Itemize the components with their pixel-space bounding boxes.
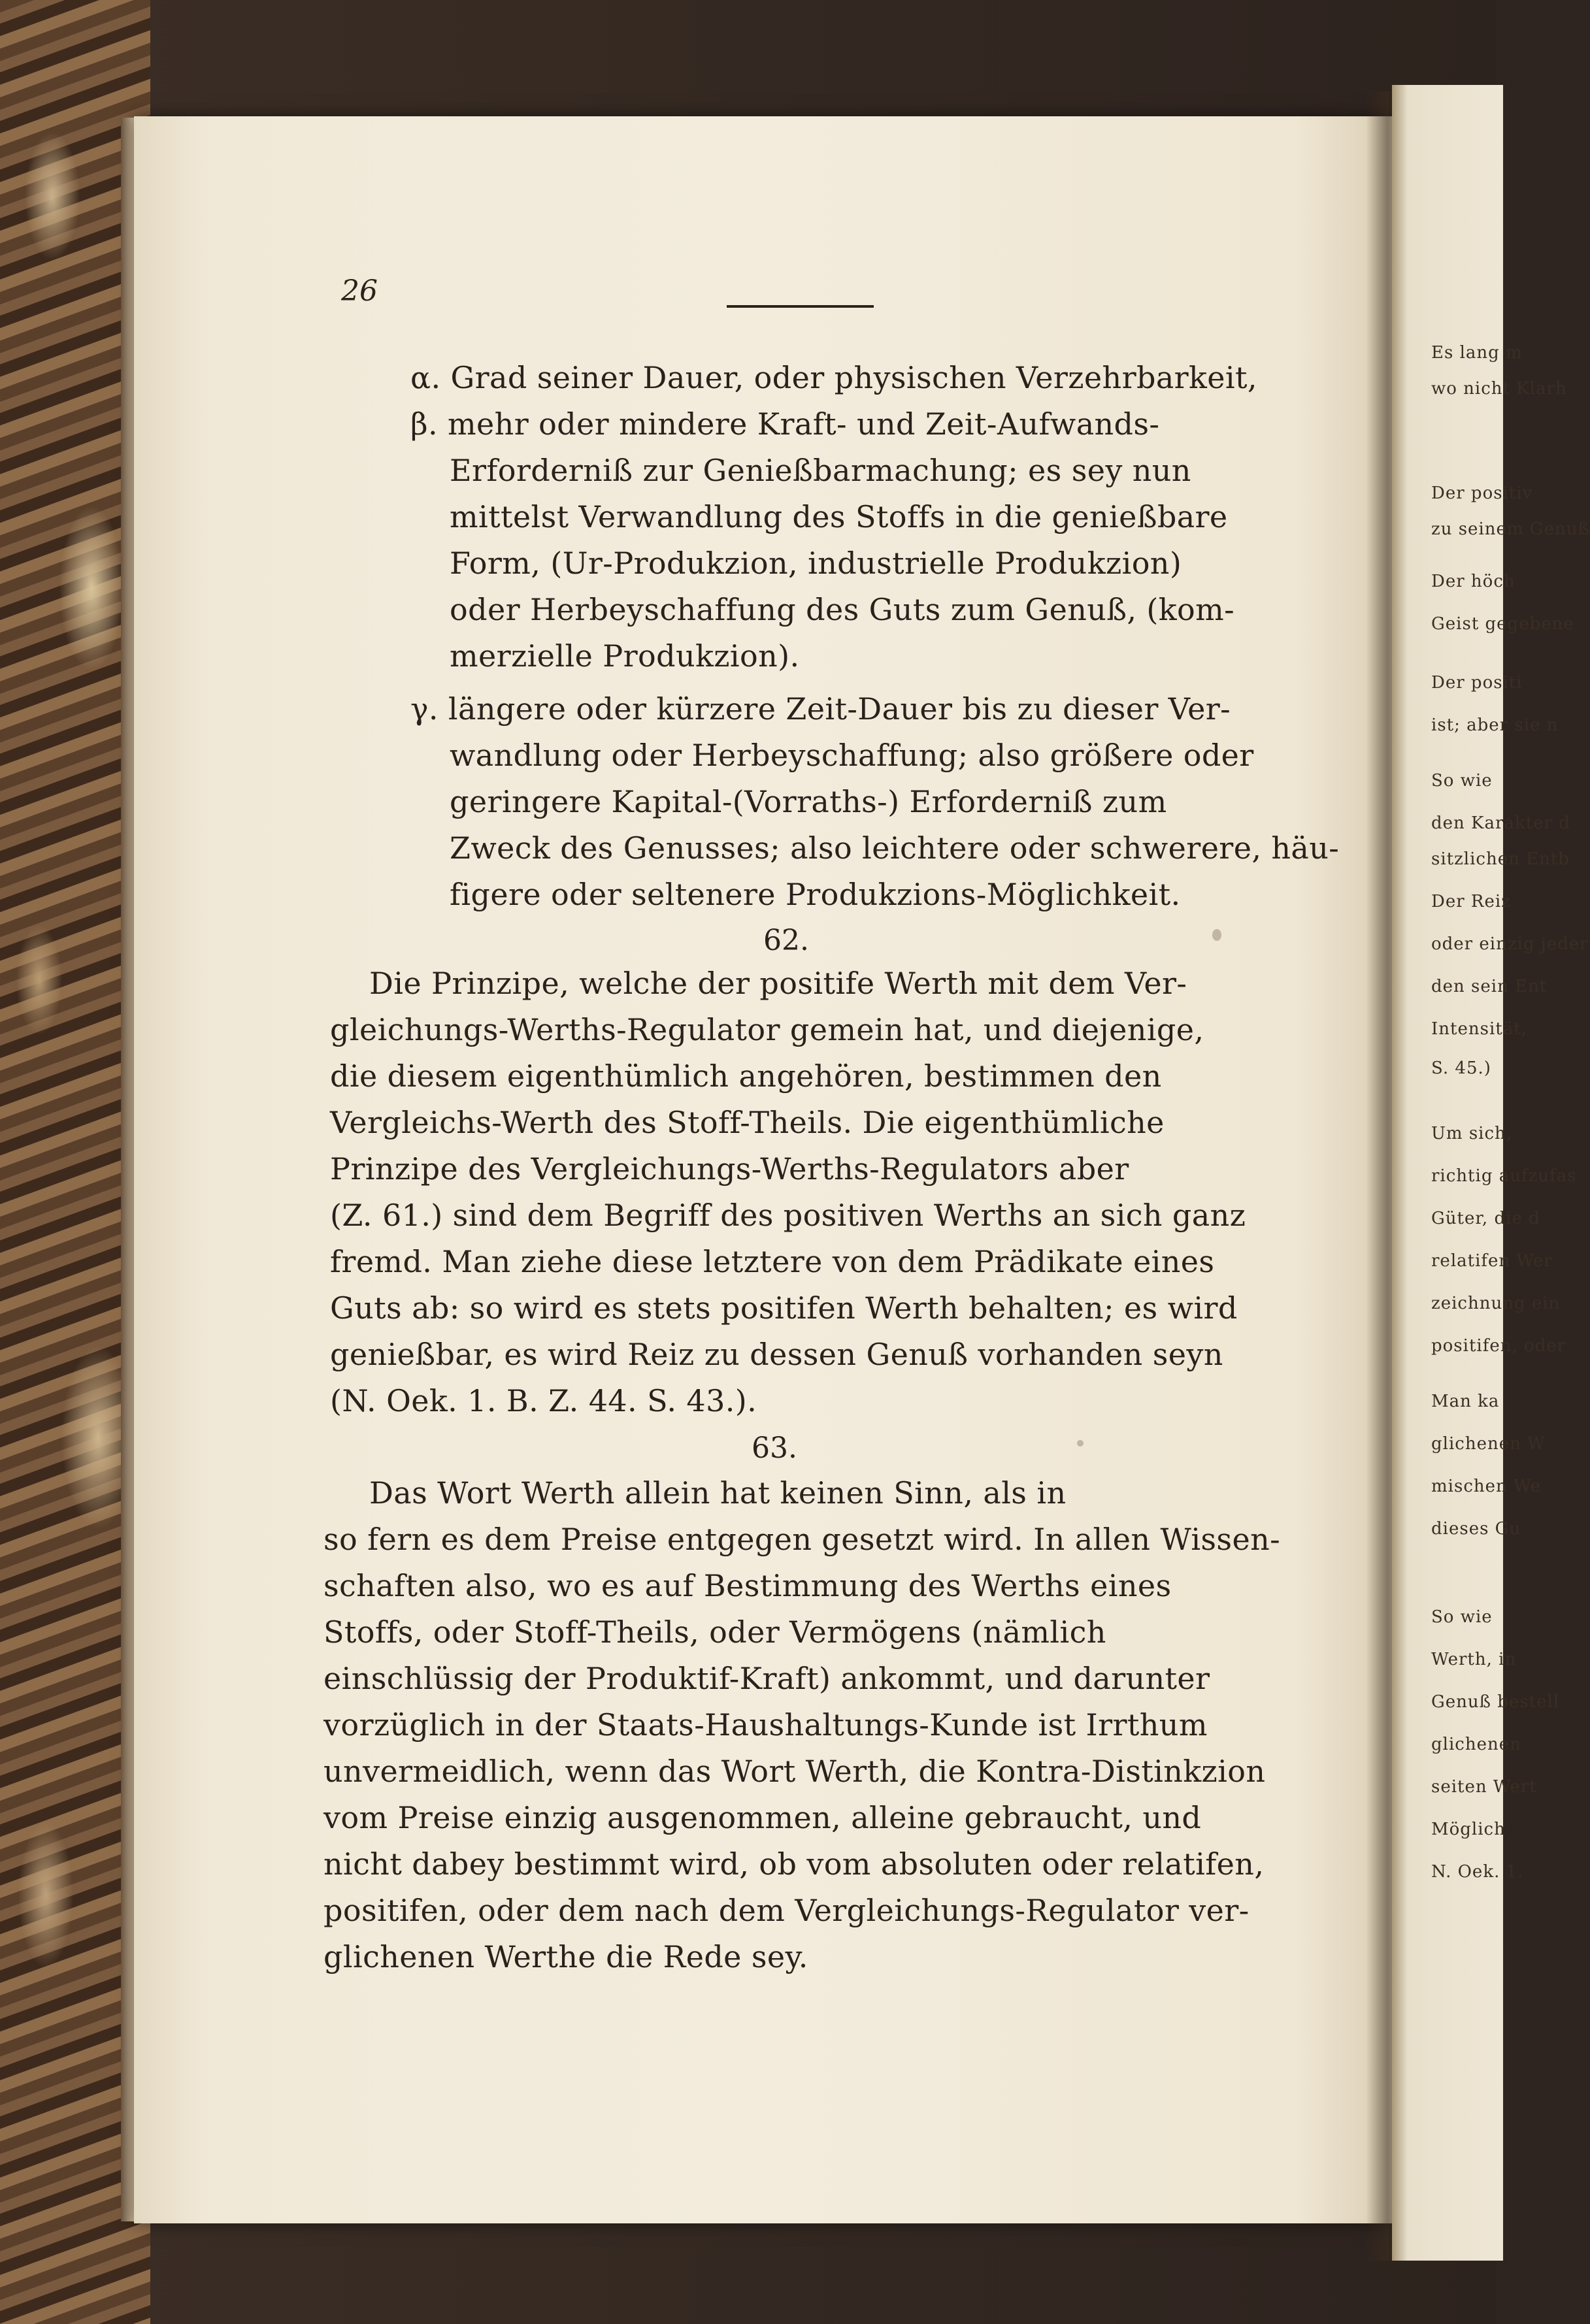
facing-text-line: wo nicht Klarh — [1431, 379, 1567, 399]
text-line: figere oder seltenere Produkzions-Möglichkeit. — [450, 877, 1181, 912]
section-number: 63. — [752, 1432, 797, 1465]
text-line: β. mehr oder mindere Kraft- und Zeit-Aufwands- — [410, 406, 1160, 442]
text-line: γ. längere oder kürzere Zeit-Dauer bis zu dieser Ver- — [410, 691, 1231, 727]
text-line: Form, (Ur-Produkzion, industrielle Produkzion) — [450, 546, 1182, 581]
facing-text-line: Es lang m — [1431, 343, 1523, 363]
text-line: geringere Kapital-(Vorraths-) Erforderniß zum — [450, 784, 1167, 819]
facing-text-line: Der positiv — [1431, 483, 1533, 503]
facing-text-line: Intensität, — [1431, 1019, 1527, 1039]
facing-text-line: mischen We — [1431, 1477, 1542, 1496]
text-line: schaften also, wo es auf Bestimmung des Werths eines — [323, 1568, 1172, 1603]
facing-text-line: ist; aber sie n — [1431, 715, 1559, 735]
text-line: unvermeidlich, wenn das Wort Werth, die Kontra-Distinkzion — [323, 1754, 1266, 1789]
paper-spot — [1077, 1440, 1084, 1447]
paper-spot — [1212, 929, 1221, 941]
facing-text-line: Möglich — [1431, 1820, 1506, 1839]
facing-text-line: Geist gegebene — [1431, 614, 1574, 634]
facing-text-line: Genuß bestell — [1431, 1692, 1560, 1712]
facing-text-line: den Karakter d — [1431, 813, 1570, 833]
text-line: mittelst Verwandlung des Stoffs in die genießbare — [450, 499, 1228, 534]
text-line: Erforderniß zur Genießbarmachung; es sey nun — [450, 453, 1191, 488]
facing-text-line: oder einzig jeder — [1431, 934, 1589, 954]
facing-text-line: S. 45.) — [1431, 1058, 1491, 1078]
facing-text-line: zeichnung ein — [1431, 1294, 1561, 1313]
text-line: Stoffs, oder Stoff-Theils, oder Vermögens (nämlich — [323, 1614, 1106, 1650]
text-line: Das Wort Werth allein hat keinen Sinn, als in — [369, 1475, 1067, 1511]
section-number: 62. — [763, 924, 809, 957]
text-line: vom Preise einzig ausgenommen, alleine gebraucht, und — [323, 1800, 1202, 1835]
text-line: oder Herbeyschaffung des Guts zum Genuß, (kom- — [450, 592, 1235, 627]
facing-text-line: positifen, oder — [1431, 1336, 1566, 1356]
facing-text-line: Güter, die d — [1431, 1209, 1540, 1228]
text-line: merzielle Produkzion). — [450, 638, 800, 674]
facing-text-line: zu seinem Genuß — [1431, 519, 1590, 539]
facing-text-line: richtig aufzufas — [1431, 1166, 1577, 1186]
text-line: fremd. Man ziehe diese letztere von dem Prädikate eines — [330, 1244, 1215, 1279]
facing-text-line: glichenen — [1431, 1735, 1521, 1754]
text-line: vorzüglich in der Staats-Haushaltungs-Kunde ist Irrthum — [323, 1707, 1208, 1743]
text-line: positifen, oder dem nach dem Vergleichungs-Regulator ver- — [323, 1893, 1250, 1928]
text-line: einschlüssig der Produktif-Kraft) ankommt, und darunter — [323, 1661, 1210, 1696]
text-line: Zweck des Genusses; also leichtere oder schwerere, häu- — [450, 830, 1340, 866]
page-number: 26 — [341, 274, 378, 308]
header-rule — [727, 305, 874, 308]
facing-text-line: relatifen Wer — [1431, 1251, 1553, 1271]
text-line: α. Grad seiner Dauer, oder physischen Verzehrbarkeit, — [410, 360, 1257, 395]
text-line: (Z. 61.) sind dem Begriff des positiven Werths an sich ganz — [330, 1198, 1246, 1233]
facing-text-line: N. Oek. 1. — [1431, 1862, 1524, 1882]
facing-text-line: sitzlichen Entb — [1431, 849, 1570, 869]
facing-text-line: Der Reiz — [1431, 892, 1511, 911]
text-line: die diesem eigenthümlich angehören, bestimmen den — [330, 1058, 1162, 1094]
text-line: Vergleichs-Werth des Stoff-Theils. Die eigenthümliche — [330, 1105, 1165, 1140]
facing-text-line: glichenen W — [1431, 1434, 1546, 1454]
facing-text-line: Werth, in — [1431, 1650, 1517, 1669]
text-line: Die Prinzipe, welche der positife Werth mit dem Ver- — [369, 966, 1187, 1001]
text-line: nicht dabey bestimmt wird, ob vom absoluten oder relatifen, — [323, 1846, 1265, 1882]
facing-text-line: seiten Wert — [1431, 1777, 1537, 1797]
text-line: Prinzipe des Vergleichungs-Werths-Regulators aber — [330, 1151, 1129, 1187]
text-line: Guts ab: so wird es stets positifen Werth behalten; es wird — [330, 1290, 1238, 1326]
text-line: glichenen Werthe die Rede sey. — [323, 1939, 808, 1974]
text-line: wandlung oder Herbeyschaffung; also größere oder — [450, 738, 1254, 773]
facing-text-line: Der höch — [1431, 572, 1515, 591]
text-line: genießbar, es wird Reiz zu dessen Genuß vorhanden seyn — [330, 1337, 1223, 1372]
facing-text-line: So wie — [1431, 1607, 1493, 1627]
text-line: (N. Oek. 1. B. Z. 44. S. 43.). — [330, 1383, 757, 1418]
facing-text-line: Um sich, — [1431, 1124, 1513, 1143]
text-line: so fern es dem Preise entgegen gesetzt wird. In allen Wissen- — [323, 1522, 1281, 1557]
facing-text-line: den sein Ent — [1431, 977, 1548, 996]
facing-text-line: So wie — [1431, 771, 1493, 791]
facing-text-line: dieses Gu — [1431, 1519, 1521, 1539]
text-line: gleichungs-Werths-Regulator gemein hat, und diejenige, — [330, 1012, 1204, 1047]
facing-text-line: Der positi — [1431, 673, 1523, 693]
facing-text-line: Man ka — [1431, 1392, 1500, 1411]
